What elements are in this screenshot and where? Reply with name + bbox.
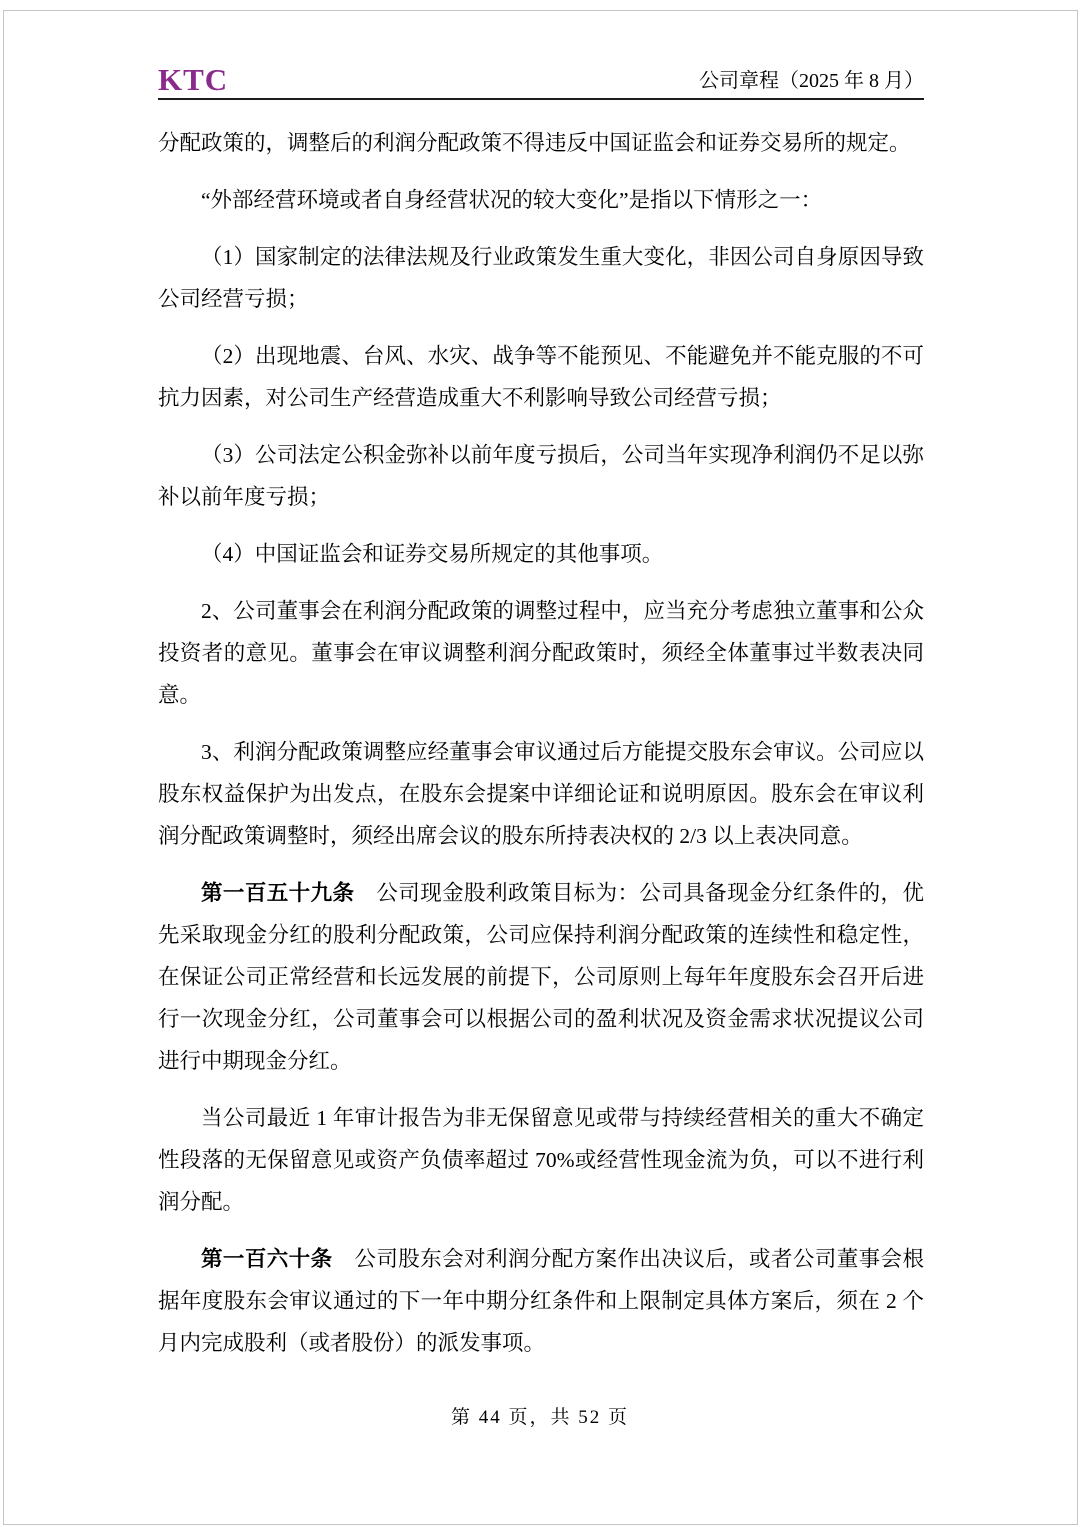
paragraph-text: 分配政策的，调整后的利润分配政策不得违反中国证监会和证券交易所的规定。: [158, 131, 911, 155]
article-number: 第一百六十条: [201, 1247, 333, 1271]
paragraph-text: （3）公司法定公积金弥补以前年度亏损后，公司当年实现净利润仍不足以弥补以前年度亏损；: [158, 443, 924, 509]
paragraph: [158, 590, 924, 716]
paragraph-text: （2）出现地震、台风、水灾、战争等不能预见、不能避免并不能克服的不可抗力因素，对公司生产经营造成重大不利影响导致公司经营亏损；: [158, 344, 924, 410]
page-number: 第 44 页，共 52 页: [450, 1407, 629, 1428]
paragraph: [158, 533, 924, 575]
paragraph: [158, 122, 924, 164]
page-footer: [0, 1402, 1080, 1429]
paragraph-text: 公司现金股利政策目标为：公司具备现金分红条件的，优先采取现金分红的股利分配政策，公司应保持利润分配政策的连续性和稳定性，在保证公司正常经营和长远发展的前提下，公司原则上每年年度股东会召开后进行一次现金分红，公司董事会可以根据公司的盈利状况及资金需求状况提议公司进行中期现金分红。: [158, 881, 924, 1073]
paragraph: [158, 179, 924, 221]
document-title: 公司章程（2025 年 8 月）: [699, 70, 924, 92]
document-body: [158, 122, 924, 1379]
paragraph-text: 公司股东会对利润分配方案作出决议后，或者公司董事会根据年度股东会审议通过的下一年中期分红条件和上限制定具体方案后，须在 2 个月内完成股利（或者股份）的派发事项。: [158, 1247, 924, 1355]
ktc-logo: KTC: [158, 62, 229, 97]
paragraph: [158, 872, 924, 1082]
paragraph: [158, 335, 924, 419]
paragraph-text: 2、公司董事会在利润分配政策的调整过程中，应当充分考虑独立董事和公众投资者的意见。董事会在审议调整利润分配政策时，须经全体董事过半数表决同意。: [158, 599, 924, 707]
paragraph: [158, 434, 924, 518]
paragraph: [158, 236, 924, 320]
article-number: 第一百五十九条: [201, 881, 355, 905]
paragraph-text: 当公司最近 1 年审计报告为非无保留意见或带与持续经营相关的重大不确定性段落的无保留意见或资产负债率超过 70%或经营性现金流为负，可以不进行利润分配。: [158, 1106, 924, 1214]
paragraph-text: 3、利润分配政策调整应经董事会审议通过后方能提交股东会审议。公司应以股东权益保护为出发点，在股东会提案中详细论证和说明原因。股东会在审议利润分配政策调整时，须经出席会议的股东所持表决权的 2/3 以上表决同意。: [158, 740, 924, 848]
paragraph: [158, 731, 924, 857]
page-header: [158, 56, 924, 100]
paragraph: [158, 1238, 924, 1364]
paragraph-text: （1）国家制定的法律法规及行业政策发生重大变化，非因公司自身原因导致公司经营亏损；: [158, 245, 924, 311]
paragraph: [158, 1097, 924, 1223]
paragraph-text: “外部经营环境或者自身经营状况的较大变化”是指以下情形之一：: [201, 188, 823, 212]
paragraph-text: （4）中国证监会和证券交易所规定的其他事项。: [201, 542, 664, 566]
